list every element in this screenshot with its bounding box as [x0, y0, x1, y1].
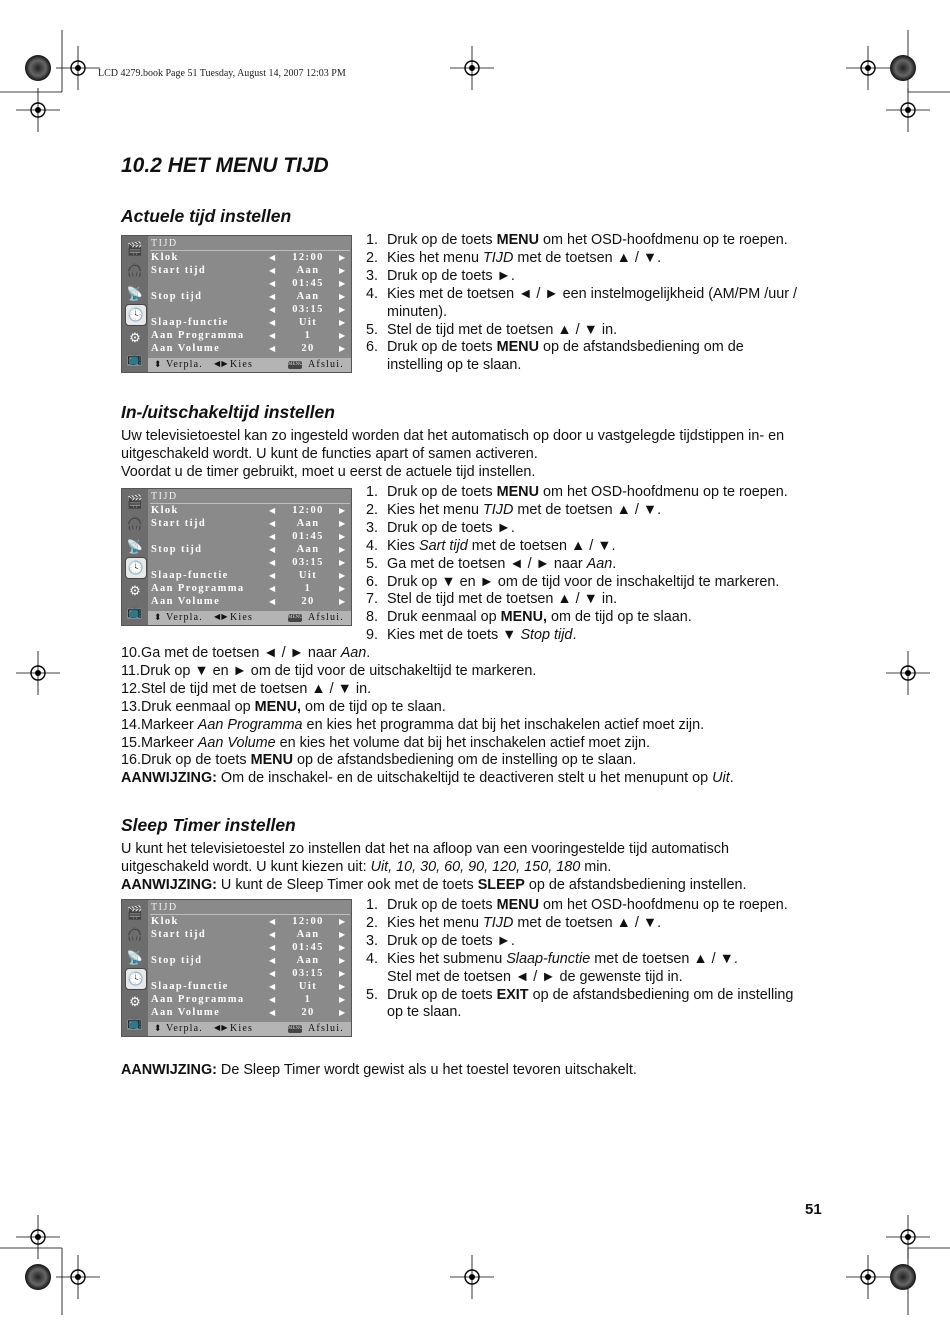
- text-line: Voordat u de timer gebruikt, moet u eerst de actuele tijd instellen.: [121, 464, 536, 480]
- arrow-right-icon: ▶: [339, 279, 347, 288]
- step-item: 5. Druk op de toets EXIT op de afstandsbediening om de instelling: [366, 986, 794, 1003]
- osd-row-label: Start tijd: [151, 929, 207, 940]
- text-line: 14.Markeer Aan Programma en kies het programma dat bij het inschakelen actief moet zijn.: [121, 716, 705, 733]
- osd-row-value: 01:45: [292, 278, 324, 289]
- osd-row-value: 01:45: [292, 942, 324, 953]
- arrow-left-icon: ◀: [269, 253, 277, 262]
- osd-row-value: 12:00: [292, 505, 324, 516]
- osd-row-label: Aan Volume: [151, 1007, 221, 1018]
- step-item: 8. Druk eenmaal op MENU, om de tijd op te slaan.: [366, 609, 692, 626]
- step-item: 2. Kies het menu TIJD met de toetsen ▲ / ▼.: [366, 501, 662, 518]
- text-line: uitgeschakeld wordt. U kunt kiezen uit: Uit, 10, 30, 60, 90, 120, 150, 180 min.: [121, 859, 612, 875]
- arrow-right-icon: ▶: [339, 292, 347, 301]
- osd-menu-row: [151, 583, 349, 596]
- osd-menu-row: [151, 343, 349, 356]
- step-item: instelling op te slaan.: [387, 357, 522, 374]
- arrow-left-icon: ◀: [269, 305, 277, 314]
- intro-sleep-timer: [121, 840, 747, 894]
- osd-row-label: Klok: [151, 916, 179, 927]
- up-down-arrows-icon: ⬍: [154, 1023, 163, 1033]
- osd-menu-row: [151, 265, 349, 278]
- step-item: 2. Kies het menu TIJD met de toetsen ▲ / ▼.: [366, 914, 662, 931]
- osd-row-value: Uit: [298, 317, 318, 328]
- osd-divider: [150, 250, 350, 251]
- osd-title: TIJD: [151, 902, 178, 913]
- section-title-on-off-time: In-/uitschakeltijd instellen: [121, 402, 335, 422]
- section-title-actual-time: Actuele tijd instellen: [121, 206, 292, 226]
- section-title-sleep-timer: Sleep Timer instellen: [121, 815, 296, 835]
- settings-icon: ⚙: [129, 994, 141, 1009]
- arrow-right-icon: ▶: [339, 1008, 347, 1017]
- film-icon: 🎬: [126, 241, 144, 256]
- text-line: 12.Stel de tijd met de toetsen ▲ / ▼ in.: [121, 680, 372, 697]
- arrow-right-icon: ▶: [339, 506, 347, 515]
- arrow-right-icon: ▶: [339, 318, 347, 327]
- arrow-left-icon: ◀: [269, 584, 277, 593]
- arrow-left-icon: ◀: [269, 292, 277, 301]
- film-icon: 🎬: [126, 905, 144, 920]
- osd-menu-screenshot-2: [121, 488, 352, 626]
- arrow-right-icon: ▶: [339, 969, 347, 978]
- osd-menu-row: [151, 955, 349, 968]
- step-item: 4. Kies het submenu Slaap-functie met de toetsen ▲ / ▼.: [366, 950, 738, 967]
- osd-row-label: Stop tijd: [151, 291, 203, 302]
- arrow-right-icon: ▶: [339, 930, 347, 939]
- step-item: 5. Ga met de toetsen ◄ / ► naar Aan.: [366, 555, 617, 572]
- arrow-right-icon: ▶: [339, 571, 347, 580]
- tv-icon: 📺: [126, 1015, 144, 1030]
- arrow-right-icon: ▶: [339, 532, 347, 541]
- clock-icon: 🕓: [125, 968, 147, 990]
- osd-footer-move: Verpla.: [166, 359, 203, 370]
- osd-row-value: 20: [301, 1007, 315, 1018]
- osd-divider: [150, 503, 350, 504]
- osd-row-label: Stop tijd: [151, 955, 203, 966]
- osd-row-value: 12:00: [292, 916, 324, 927]
- step-item: Stel met de toetsen ◄ / ► de gewenste tijd in.: [387, 968, 683, 985]
- osd-row-value: 01:45: [292, 531, 324, 542]
- text-line: 10.Ga met de toetsen ◄ / ► naar Aan.: [121, 645, 371, 661]
- arrow-left-icon: ◀: [269, 558, 277, 567]
- osd-menu-row: [151, 929, 349, 942]
- osd-footer: [148, 358, 351, 372]
- osd-footer: [148, 611, 351, 625]
- osd-row-label: Slaap-functie: [151, 981, 229, 992]
- text-line: 15.Markeer Aan Volume en kies het volume dat bij het inschakelen actief moet zijn.: [121, 734, 651, 751]
- osd-menu-row: [151, 518, 349, 531]
- osd-menu-row: [151, 1007, 349, 1020]
- osd-menu-row: [151, 317, 349, 330]
- osd-footer-move: Verpla.: [166, 1023, 203, 1034]
- arrow-left-icon: ◀: [269, 344, 277, 353]
- text-line: 11.Druk op ▼ en ► om de tijd voor de uitschakeltijd te markeren.: [121, 662, 537, 679]
- osd-sidebar: [122, 900, 148, 1036]
- arrow-left-icon: ◀: [269, 318, 277, 327]
- osd-menu-row: [151, 570, 349, 583]
- step-item: 1. Druk op de toets MENU om het OSD-hoofdmenu op te roepen.: [366, 232, 788, 248]
- osd-menu-row: [151, 942, 349, 955]
- osd-footer-select: Kies: [230, 1023, 254, 1034]
- osd-footer-select: Kies: [230, 359, 254, 370]
- osd-row-label: Stop tijd: [151, 544, 203, 555]
- settings-icon: ⚙: [129, 330, 141, 345]
- menu-key-icon: MENU: [288, 1026, 303, 1031]
- osd-row-value: Aan: [296, 544, 320, 555]
- arrow-right-icon: ▶: [339, 995, 347, 1004]
- osd-row-value: Aan: [296, 955, 320, 966]
- osd-row-label: Slaap-functie: [151, 317, 229, 328]
- arrow-right-icon: ▶: [339, 266, 347, 275]
- step-item: 1. Druk op de toets MENU om het OSD-hoofdmenu op te roepen.: [366, 897, 788, 913]
- arrow-left-icon: ◀: [269, 545, 277, 554]
- arrow-right-icon: ▶: [339, 331, 347, 340]
- arrow-left-icon: ◀: [269, 331, 277, 340]
- chapter-title: 10.2 HET MENU TIJD: [121, 154, 329, 177]
- arrow-left-icon: ◀: [269, 266, 277, 275]
- arrow-right-icon: ▶: [339, 558, 347, 567]
- osd-menu-screenshot-1: [121, 235, 352, 373]
- arrow-left-icon: ◀: [269, 995, 277, 1004]
- up-down-arrows-icon: ⬍: [154, 359, 163, 369]
- step-item: 4. Kies met de toetsen ◄ / ► een instelmogelijkheid (AM/PM /uur /: [366, 285, 798, 302]
- osd-row-value: 1: [304, 994, 312, 1005]
- menu-key-icon: MENU: [288, 362, 303, 367]
- arrow-left-icon: ◀: [269, 982, 277, 991]
- osd-menu-row: [151, 304, 349, 317]
- osd-row-value: 20: [301, 343, 315, 354]
- osd-title: TIJD: [151, 238, 178, 249]
- settings-icon: ⚙: [129, 583, 141, 598]
- osd-row-label: Aan Volume: [151, 343, 221, 354]
- arrow-right-icon: ▶: [339, 545, 347, 554]
- osd-menu-row: [151, 505, 349, 518]
- note-sleep-timer: [121, 1061, 637, 1079]
- arrow-right-icon: ▶: [339, 305, 347, 314]
- step-list-sleep-timer: [366, 897, 793, 1022]
- osd-row-value: Aan: [296, 929, 320, 940]
- osd-menu-row: [151, 968, 349, 981]
- text-line: AANWIJZING: U kunt de Sleep Timer ook met de toets SLEEP op de afstandsbediening instellen.: [121, 877, 747, 893]
- step-item: 3. Druk op de toets ►.: [366, 267, 515, 284]
- arrow-left-icon: ◀: [269, 506, 277, 515]
- arrow-left-icon: ◀: [269, 571, 277, 580]
- osd-row-value: 03:15: [292, 557, 324, 568]
- osd-row-label: Start tijd: [151, 518, 207, 529]
- step-item: 5. Stel de tijd met de toetsen ▲ / ▼ in.: [366, 321, 618, 338]
- osd-menu-row: [151, 916, 349, 929]
- intro-on-off-time: [121, 427, 784, 481]
- menu-key-icon: MENU: [288, 615, 303, 620]
- step-item: op te slaan.: [387, 1004, 462, 1021]
- up-down-arrows-icon: ⬍: [154, 612, 163, 622]
- step-item: 6. Druk op ▼ en ► om de tijd voor de inschakeltijd te markeren.: [366, 573, 780, 590]
- satellite-icon: 📡: [126, 950, 144, 965]
- arrow-left-icon: ◀: [269, 969, 277, 978]
- arrow-right-icon: ▶: [339, 519, 347, 528]
- clock-icon: 🕓: [125, 304, 147, 326]
- film-icon: 🎬: [126, 494, 144, 509]
- arrow-right-icon: ▶: [339, 917, 347, 926]
- osd-row-label: Aan Volume: [151, 596, 221, 607]
- arrow-left-icon: ◀: [269, 956, 277, 965]
- osd-sidebar: [122, 489, 148, 625]
- osd-title: TIJD: [151, 491, 178, 502]
- tv-icon: 📺: [126, 351, 144, 366]
- step-item: 3. Druk op de toets ►.: [366, 519, 515, 536]
- arrow-left-icon: ◀: [269, 279, 277, 288]
- osd-row-value: 1: [304, 583, 312, 594]
- osd-footer-move: Verpla.: [166, 612, 203, 623]
- osd-row-value: Aan: [296, 265, 320, 276]
- clock-icon: 🕓: [125, 557, 147, 579]
- osd-row-label: Slaap-functie: [151, 570, 229, 581]
- page-number: 51: [805, 1201, 822, 1218]
- arrow-right-icon: ▶: [339, 253, 347, 262]
- osd-row-value: 03:15: [292, 304, 324, 315]
- headphones-icon: 🎧: [126, 516, 144, 531]
- osd-menu-row: [151, 981, 349, 994]
- arrow-right-icon: ▶: [339, 344, 347, 353]
- osd-footer-exit: Afslui.: [308, 612, 344, 623]
- osd-row-value: Aan: [296, 291, 320, 302]
- arrow-left-icon: ◀: [269, 597, 277, 606]
- osd-footer-exit: Afslui.: [308, 359, 344, 370]
- arrow-left-icon: ◀: [269, 943, 277, 952]
- left-right-arrows-icon: ◀▶: [214, 359, 229, 368]
- arrow-right-icon: ▶: [339, 584, 347, 593]
- osd-row-value: 03:15: [292, 968, 324, 979]
- text-line: uitgeschakeld wordt. U kunt de functies apart of samen activeren.: [121, 446, 538, 462]
- osd-row-label: Aan Programma: [151, 330, 245, 341]
- osd-menu-row: [151, 994, 349, 1007]
- satellite-icon: 📡: [126, 286, 144, 301]
- text-line: U kunt het televisietoestel zo instellen dat het na afloop van een vooringestelde tijd automatisch: [121, 841, 729, 857]
- step-item: 3. Druk op de toets ►.: [366, 932, 515, 949]
- osd-menu-screenshot-3: [121, 899, 352, 1037]
- osd-menu-row: [151, 252, 349, 265]
- step-item: 1. Druk op de toets MENU om het OSD-hoofdmenu op te roepen.: [366, 484, 788, 500]
- osd-row-value: Aan: [296, 518, 320, 529]
- text-line: AANWIJZING: Om de inschakel- en de uitschakeltijd te deactiveren stelt u het menupunt op Uit.: [121, 770, 734, 787]
- left-right-arrows-icon: ◀▶: [214, 1023, 229, 1032]
- osd-row-value: 20: [301, 596, 315, 607]
- text-line: AANWIJZING: De Sleep Timer wordt gewist als u het toestel tevoren uitschakelt.: [121, 1062, 637, 1078]
- osd-menu-row: [151, 531, 349, 544]
- step-list-on-off-time-continued: [121, 645, 734, 788]
- osd-menu-row: [151, 557, 349, 570]
- step-list-on-off-time: [366, 484, 788, 645]
- osd-row-label: Start tijd: [151, 265, 207, 276]
- osd-row-label: Aan Programma: [151, 994, 245, 1005]
- text-line: 16.Druk op de toets MENU op de afstandsbediening om de instelling op te slaan.: [121, 752, 637, 769]
- left-right-arrows-icon: ◀▶: [214, 612, 229, 621]
- arrow-right-icon: ▶: [339, 982, 347, 991]
- text-line: 13.Druk eenmaal op MENU, om de tijd op te slaan.: [121, 698, 446, 715]
- step-item: 4. Kies Sart tijd met de toetsen ▲ / ▼.: [366, 537, 616, 554]
- osd-divider: [150, 914, 350, 915]
- tv-icon: 📺: [126, 604, 144, 619]
- arrow-left-icon: ◀: [269, 1008, 277, 1017]
- arrow-left-icon: ◀: [269, 917, 277, 926]
- osd-footer-select: Kies: [230, 612, 254, 623]
- satellite-icon: 📡: [126, 539, 144, 554]
- osd-row-label: Klok: [151, 505, 179, 516]
- osd-menu-row: [151, 596, 349, 609]
- headphones-icon: 🎧: [126, 927, 144, 942]
- osd-row-value: 12:00: [292, 252, 324, 263]
- osd-menu-row: [151, 278, 349, 291]
- arrow-left-icon: ◀: [269, 519, 277, 528]
- step-item: 9. Kies met de toets ▼ Stop tijd.: [366, 627, 577, 644]
- step-item: minuten).: [387, 303, 447, 320]
- osd-row-value: 1: [304, 330, 312, 341]
- osd-sidebar: [122, 236, 148, 372]
- arrow-right-icon: ▶: [339, 943, 347, 952]
- osd-footer: [148, 1022, 351, 1036]
- osd-row-label: Klok: [151, 252, 179, 263]
- arrow-left-icon: ◀: [269, 532, 277, 541]
- text-line: Uw televisietoestel kan zo ingesteld worden dat het automatisch op door u vastgelegde tijdstippen in- en: [121, 428, 785, 444]
- osd-row-value: Uit: [298, 981, 318, 992]
- step-item: 7. Stel de tijd met de toetsen ▲ / ▼ in.: [366, 591, 618, 608]
- step-list-actual-time: [366, 232, 797, 375]
- arrow-right-icon: ▶: [339, 956, 347, 965]
- book-header: LCD 4279.book Page 51 Tuesday, August 14, 2007 12:03 PM: [98, 68, 346, 79]
- osd-row-value: Uit: [298, 570, 318, 581]
- arrow-left-icon: ◀: [269, 930, 277, 939]
- osd-row-label: Aan Programma: [151, 583, 245, 594]
- step-item: 2. Kies het menu TIJD met de toetsen ▲ / ▼.: [366, 249, 662, 266]
- step-item: 6. Druk op de toets MENU op de afstandsbediening om de: [366, 339, 744, 356]
- arrow-right-icon: ▶: [339, 597, 347, 606]
- headphones-icon: 🎧: [126, 263, 144, 278]
- osd-menu-row: [151, 544, 349, 557]
- osd-menu-row: [151, 330, 349, 343]
- osd-footer-exit: Afslui.: [308, 1023, 344, 1034]
- osd-menu-row: [151, 291, 349, 304]
